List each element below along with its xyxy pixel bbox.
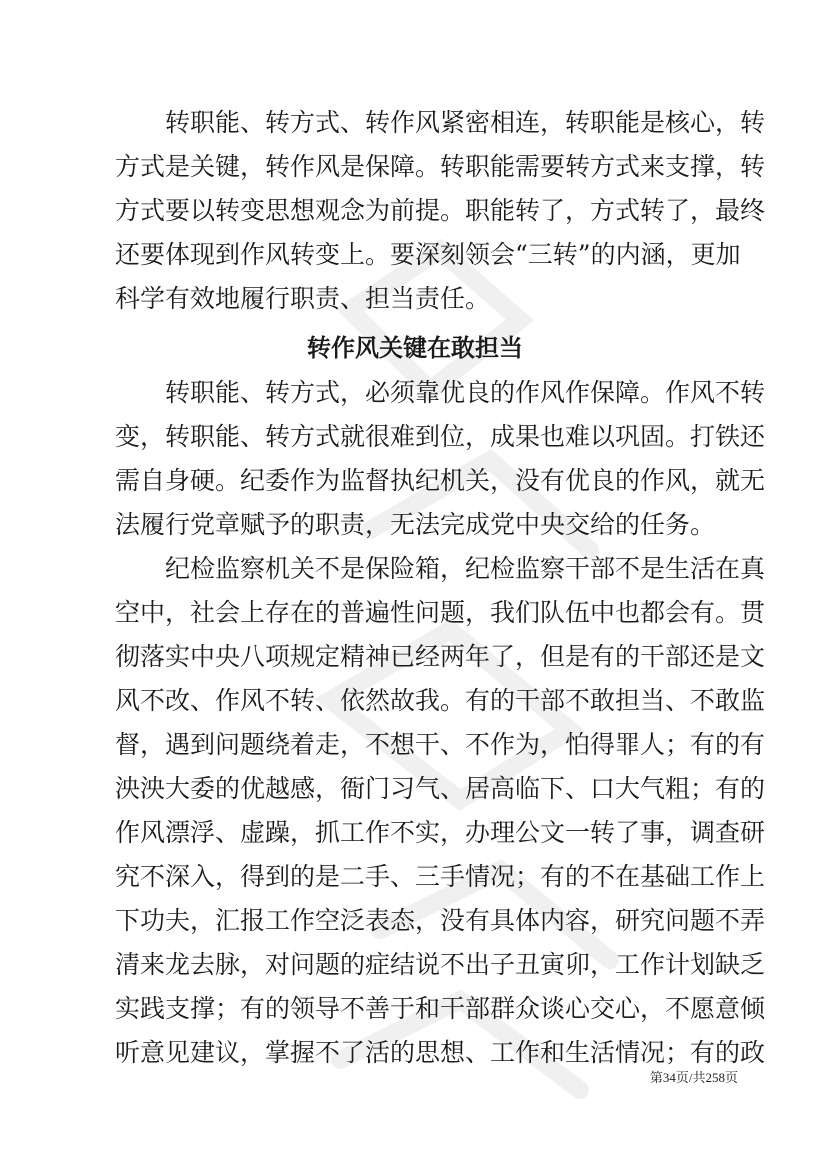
paragraph-3-line-7: 作风漂浮、虚躁，抓工作不实，办理公文一转了事，调查研 — [115, 818, 766, 847]
paragraph-3-line-1: 纪检监察机关不是保险箱，纪检监察干部不是生活在真 — [165, 554, 766, 583]
paragraph-3-line-8: 究不深入，得到的是二手、三手情况；有的不在基础工作上 — [115, 862, 766, 891]
paragraph-2-line-3: 需自身硬。纪委作为监督执纪机关，没有优良的作风，就无 — [115, 466, 766, 495]
paragraph-3-line-5: 督，遇到问题绕着走，不想干、不作为，怕得罪人；有的有 — [115, 730, 766, 759]
paragraph-1-line-4: 还要体现到作风转变上。要深刻领会“三转”的内涵，更加 — [115, 240, 741, 269]
section-heading: 转作风关键在敢担当 — [307, 333, 523, 362]
paragraph-3-line-12: 听意见建议，掌握不了活的思想、工作和生活情况；有的政 — [115, 1038, 766, 1067]
paragraph-3-line-6: 泱泱大委的优越感，衙门习气、居高临下、口大气粗；有的 — [115, 774, 766, 803]
page-number: 第34页/共258页 — [649, 1070, 738, 1085]
paragraph-1-line-5: 科学有效地履行职责、担当责任。 — [115, 284, 491, 313]
paragraph-3-line-3: 彻落实中央八项规定精神已经两年了，但是有的干部还是文 — [115, 642, 766, 671]
paragraph-3-line-9: 下功夫，汇报工作空泛表态，没有具体内容，研究问题不弄 — [115, 906, 766, 935]
paragraph-1-line-3: 方式要以转变思想观念为前提。职能转了，方式转了，最终 — [115, 196, 766, 225]
paragraph-3-line-4: 风不改、作风不转、依然故我。有的干部不敢担当、不敢监 — [115, 686, 766, 715]
paragraph-1-line-2: 方式是关键，转作风是保障。转职能需要转方式来支撑，转 — [115, 152, 766, 181]
paragraph-3-line-10: 清来龙去脉，对问题的症结说不出子丑寅卯，工作计划缺乏 — [115, 950, 766, 979]
paragraph-2-line-1: 转职能、转方式，必须靠优良的作风作保障。作风不转 — [165, 378, 766, 407]
paragraph-3-line-11: 实践支撑；有的领导不善于和干部群众谈心交心，不愿意倾 — [115, 994, 766, 1023]
paragraph-3-line-2: 空中，社会上存在的普遍性问题，我们队伍中也都会有。贯 — [115, 598, 766, 627]
paragraph-2-line-2: 变，转职能、转方式就很难到位，成果也难以巩固。打铁还 — [115, 422, 766, 451]
paragraph-2-line-4: 法履行党章赋予的职责，无法完成党中央交给的任务。 — [115, 510, 716, 539]
paragraph-1-line-1: 转职能、转方式、转作风紧密相连，转职能是核心，转 — [165, 108, 766, 137]
